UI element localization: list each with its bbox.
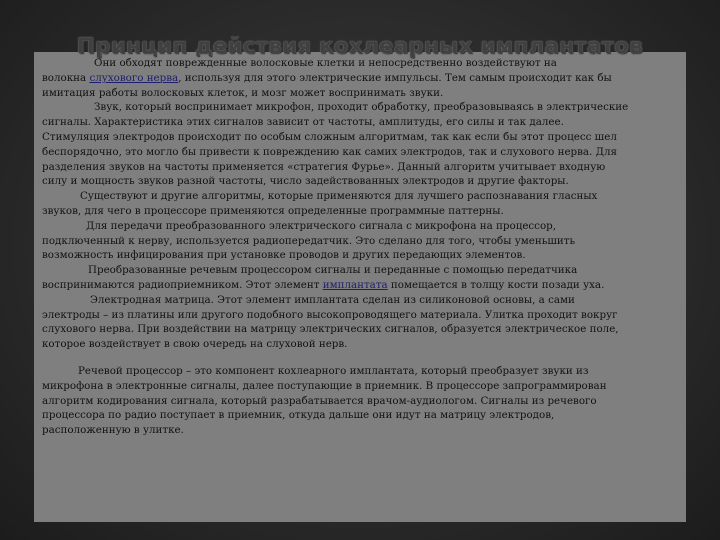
- text-line: [42, 130, 682, 145]
- text-run: волокна: [42, 71, 90, 84]
- text-line: [42, 160, 682, 175]
- text-run: Существуют и другие алгоритмы, которые применяются для лучшего распознавания гласных: [80, 190, 598, 203]
- content-panel: [34, 52, 686, 522]
- text-line: [42, 423, 682, 438]
- text-line: [42, 278, 682, 293]
- slide-title: Принцип действия кохлеарных имплантатов: [76, 34, 644, 59]
- text-link[interactable]: слухового нерва: [89, 71, 179, 84]
- text-line: [42, 204, 682, 219]
- text-line: [42, 71, 682, 86]
- text-line: [42, 248, 682, 263]
- text-run: электроды – из платины или другого подобного высокопроводящего материала. Улитка проходит вокруг: [42, 308, 618, 321]
- text-line: [42, 408, 682, 423]
- text-run: микрофона в электронные сигналы, далее поступающие в приемник. В процессоре запрограммирован: [42, 379, 607, 392]
- text-line: [42, 234, 682, 249]
- text-line: [42, 379, 682, 394]
- text-run: алгоритм кодирования сигнала, который разрабатывается врачом-аудиологом. Сигналы из речевого: [42, 394, 597, 407]
- text-run: Речевой процессор – это компонент кохлеарного имплантата, который преобразует звуки из: [78, 364, 589, 377]
- text-run: беспорядочно, это могло бы привести к повреждению как самих электродов, так и слухового нерва. Для: [42, 145, 618, 158]
- text-run: Стимуляция электродов происходит по особым сложным алгоритмам, так как если бы этот процесс шел: [42, 130, 617, 143]
- text-line: [42, 145, 682, 160]
- text-run: процессора по радио поступает в приемник, откуда дальше они идут на матрицу электродов,: [42, 409, 555, 422]
- body-text: [42, 56, 682, 438]
- text-run: звуков, для чего в процессоре применяются определенные программные паттерны.: [42, 204, 504, 217]
- text-run: имитация работы волосковых клеток, и мозг может воспринимать звуки.: [42, 86, 444, 99]
- text-run: расположенную в улитке.: [42, 424, 184, 437]
- text-run: , используя для этого электрические импульсы. Тем самым происходит как бы: [178, 71, 612, 84]
- text-line: [42, 100, 682, 115]
- text-line: [42, 263, 682, 278]
- text-run: Они обходят поврежденные волосковые клетки и непосредственно воздействуют на: [94, 57, 557, 69]
- text-run: сигналы. Характеристика этих сигналов зависит от частоты, амплитуды, его силы и так далее.: [42, 116, 564, 129]
- text-run: силу и мощность звуков разной частоты, число задействованных электродов и другие факторы.: [42, 175, 569, 188]
- text-run: разделения звуков на частоты применяется «стратегия Фурье». Данный алгоритм учитывает входную: [42, 160, 606, 173]
- text-line: [42, 308, 682, 323]
- text-line: [42, 189, 682, 204]
- paragraph-gap: [42, 352, 682, 364]
- text-line: [42, 322, 682, 337]
- text-run: Преобразованные речевым процессором сигналы и переданные с помощью передатчика: [88, 264, 578, 277]
- text-run: подключенный к нерву, используется радиопередатчик. Это сделано для того, чтобы уменьшить: [42, 234, 576, 247]
- text-run: которое воздействует в свою очередь на слуховой нерв.: [42, 338, 348, 351]
- text-line: [42, 86, 682, 101]
- text-run: Для передачи преобразованного электрического сигнала с микрофона на процессор,: [86, 219, 557, 232]
- text-line: [42, 115, 682, 130]
- text-line: [42, 364, 682, 379]
- text-run: Электродная матрица. Этот элемент имплантата сделан из силиконовой основы, а сами: [90, 293, 575, 306]
- text-run: Звук, который воспринимает микрофон, проходит обработку, преобразовываясь в электрические: [94, 101, 629, 114]
- text-line: [42, 293, 682, 308]
- text-run: возможность инфицирования при установке проводов и других передающих элементов.: [42, 249, 526, 262]
- text-line: [42, 174, 682, 189]
- text-run: слухового нерва. При воздействии на матрицу электрических сигналов, образуется электрическое поле,: [42, 323, 619, 336]
- text-run: воспринимаются радиоприемником. Этот элемент: [42, 278, 323, 291]
- text-line: [42, 394, 682, 409]
- text-line: [42, 337, 682, 352]
- text-line: [42, 219, 682, 234]
- text-link[interactable]: имплантата: [322, 278, 388, 291]
- text-run: помещается в толщу кости позади уха.: [387, 278, 605, 291]
